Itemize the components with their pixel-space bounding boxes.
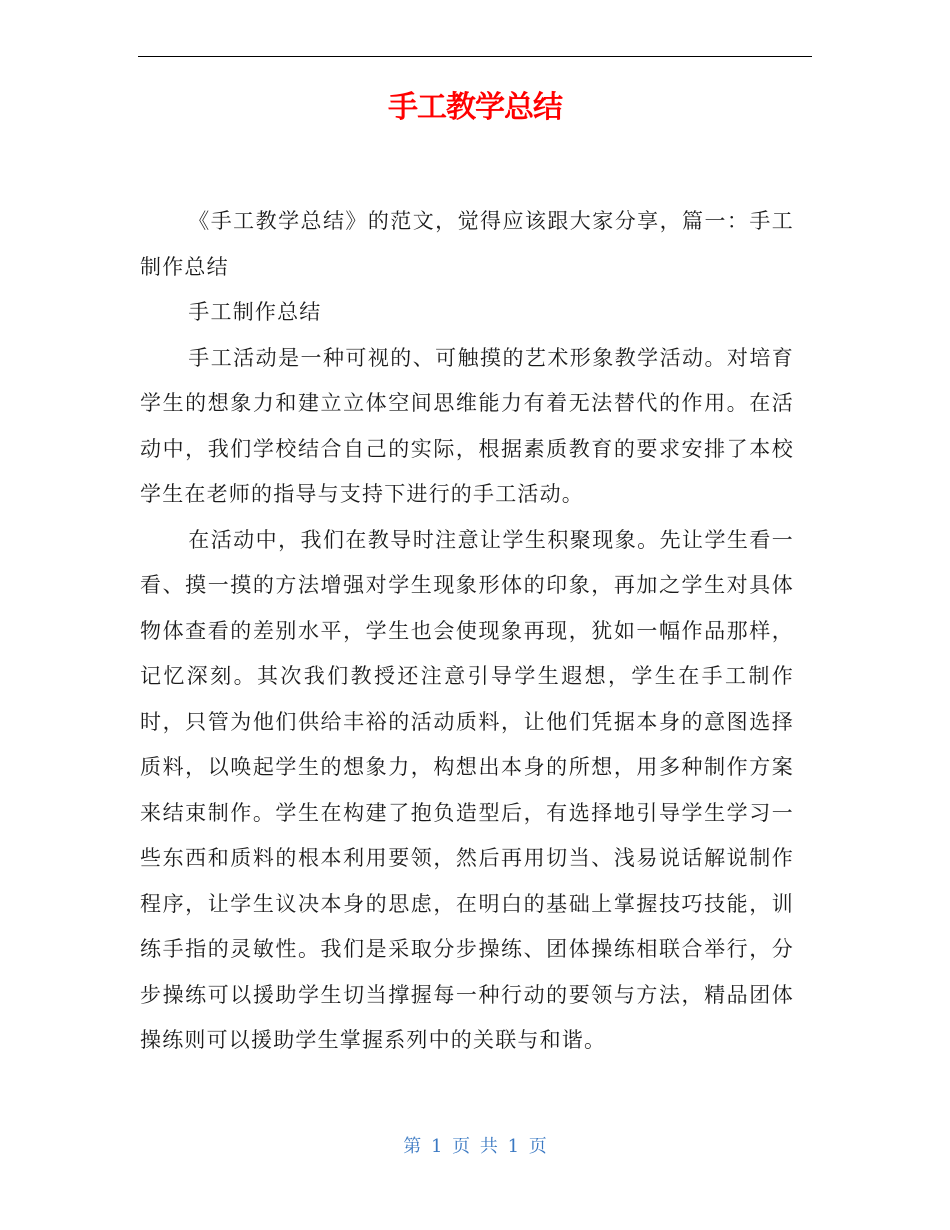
document-body [140,199,794,1064]
header-rule [138,56,812,57]
footer-current-page: 1 [430,1136,443,1157]
footer-total-pages: 1 [507,1136,520,1157]
paragraph-body-2: 在活动中，我们在教导时注意让学生积聚现象。先让学生看一看、摸一摸的方法增强对学生现象形体的印象，再加之学生对具体物体查看的差别水平，学生也会使现象再现，犹如一幅作品那样，记忆深刻。其次我们教授还注意引导学生遐想，学生在手工制作时，只管为他们供给丰裕的活动质料，让他们凭据本身的意图选择质料，以唤起学生的想象力，构想出本身的所想，用多种制作方案来结束制作。学生在构建了抱负造型后，有选择地引导学生学习一些东西和质料的根本利用要领，然后再用切当、浅易说话解说制作程序，让学生议决本身的思虑，在明白的基础上掌握技巧技能，训练手指的灵敏性。我们是采取分步操练、团体操练相联合举行，分步操练可以援助学生切当撑握每一种行动的要领与方法，精品团体操练则可以援助学生掌握系列中的关联与和谐。 [140,527,794,1052]
page-footer [0,1134,950,1160]
document-title: 手工教学总结 [388,90,562,125]
footer-page-unit: 页 [452,1136,471,1157]
paragraph-body-1: 手工活动是一种可视的、可触摸的艺术形象教学活动。对培育学生的想象力和建立立体空间思维能力有着无法替代的作用。在活动中，我们学校结合自己的实际，根据素质教育的要求安排了本校学生在老师的指导与支持下进行的手工活动。 [140,345,794,506]
paragraph-section-heading: 手工制作总结 [188,300,322,324]
footer-total-unit: 页 [528,1136,547,1157]
footer-total-label: 共 [479,1136,498,1157]
paragraph-intro: 《手工教学总结》的范文，觉得应该跟大家分享，篇一：手工制作总结 [140,209,794,279]
footer-page-label: 第 [403,1136,422,1157]
